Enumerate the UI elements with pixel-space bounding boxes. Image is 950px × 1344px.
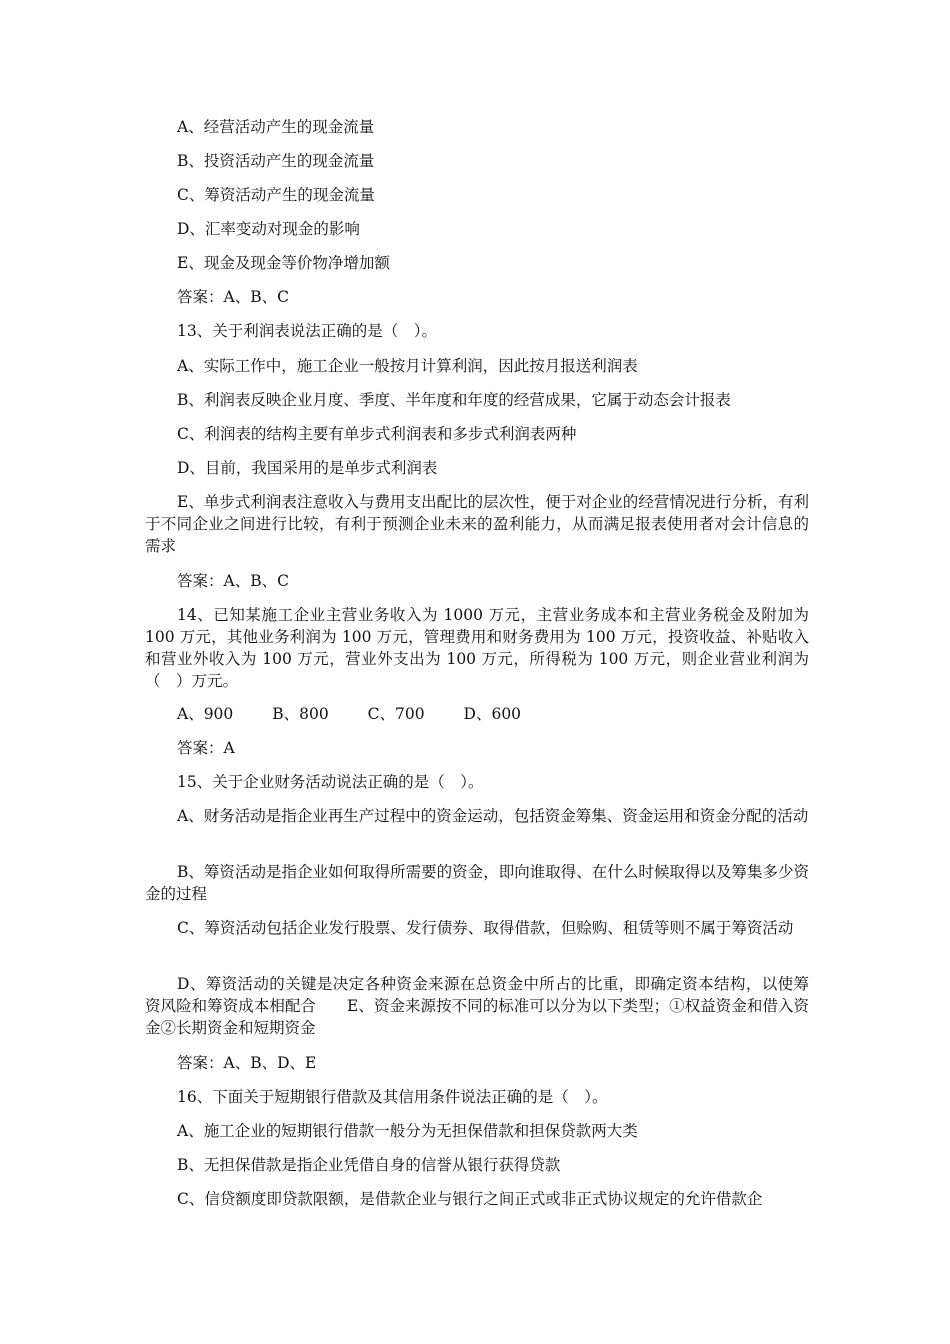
q16-question: 16、下面关于短期银行借款及其信用条件说法正确的是（ ）。 <box>177 1088 608 1106</box>
q14-option-a: A、900 <box>177 705 234 723</box>
q13-option-e: E、单步式利润表注意收入与费用支出配比的层次性，便于对企业的经营情况进行分析，有利于不同企业之间进行比较，有利于预测企业未来的盈利能力，从而满足报表使用者对会计信息的需求 <box>145 493 809 555</box>
q15-option-d-e: D、筹资活动的关键是决定各种资金来源在总资金中所占的比重，即确定资本结构，以使筹资风险和筹资成本相配合 E、资金来源按不同的标准可以分为以下类型；①权益资金和借入资金②长期资金和短期资金 <box>145 975 809 1037</box>
q16-option-c: C、信贷额度即贷款限额，是借款企业与银行之间正式或非正式协议规定的允许借款企 <box>177 1190 763 1208</box>
option-line: A、实际工作中，施工企业一般按月计算利润，因此按月报送利润表 <box>177 357 638 375</box>
q14-question: 14、已知某施工企业主营业务收入为 1000 万元，主营业务成本和主营业务税金及附加为 100 万元，其他业务利润为 100 万元，管理费用和财务费用为 100 万元，投资收益、补贴收入和营业外收入为 100 万元，营业外支出为 100 万元，所得税为 100 万元，则企业营业利润为（ ）万元。 <box>145 606 809 690</box>
q16-option-a: A、施工企业的短期银行借款一般分为无担保借款和担保贷款两大类 <box>177 1122 638 1140</box>
option-line: D、汇率变动对现金的影响 <box>177 220 360 238</box>
q14-options <box>177 703 555 725</box>
option-line: E、现金及现金等价物净增加额 <box>177 254 390 272</box>
q14-option-c: C、700 <box>367 705 425 723</box>
q14-answer: 答案：A <box>177 739 235 757</box>
answer-line: 答案：A、B、C <box>177 288 289 306</box>
q15-answer: 答案：A、B、D、E <box>177 1054 317 1072</box>
q16-option-b: B、无担保借款是指企业凭借自身的信誉从银行获得贷款 <box>177 1156 561 1174</box>
question-line: 13、关于利润表说法正确的是（ ）。 <box>177 322 437 340</box>
option-line: C、筹资活动产生的现金流量 <box>177 186 375 204</box>
q15-option-b: B、筹资活动是指企业如何取得所需要的资金，即向谁取得、在什么时候取得以及筹集多少资金的过程 <box>145 863 809 903</box>
option-line: B、投资活动产生的现金流量 <box>177 152 375 170</box>
option-line: A、经营活动产生的现金流量 <box>177 118 375 136</box>
option-line: C、利润表的结构主要有单步式利润表和多步式利润表两种 <box>177 425 577 443</box>
q14-option-d: D、600 <box>463 705 522 723</box>
q15-option-a: A、财务活动是指企业再生产过程中的资金运动，包括资金筹集、资金运用和资金分配的活动 <box>177 807 809 825</box>
q14-option-b: B、800 <box>272 705 329 723</box>
option-line: D、目前，我国采用的是单步式利润表 <box>177 459 438 477</box>
option-line: B、利润表反映企业月度、季度、半年度和年度的经营成果，它属于动态会计报表 <box>177 391 731 409</box>
q15-question: 15、关于企业财务活动说法正确的是（ ）。 <box>177 773 484 791</box>
q13-answer: 答案：A、B、C <box>177 572 289 590</box>
q15-option-c: C、筹资活动包括企业发行股票、发行债券、取得借款，但赊购、租赁等则不属于筹资活动 <box>177 919 794 937</box>
